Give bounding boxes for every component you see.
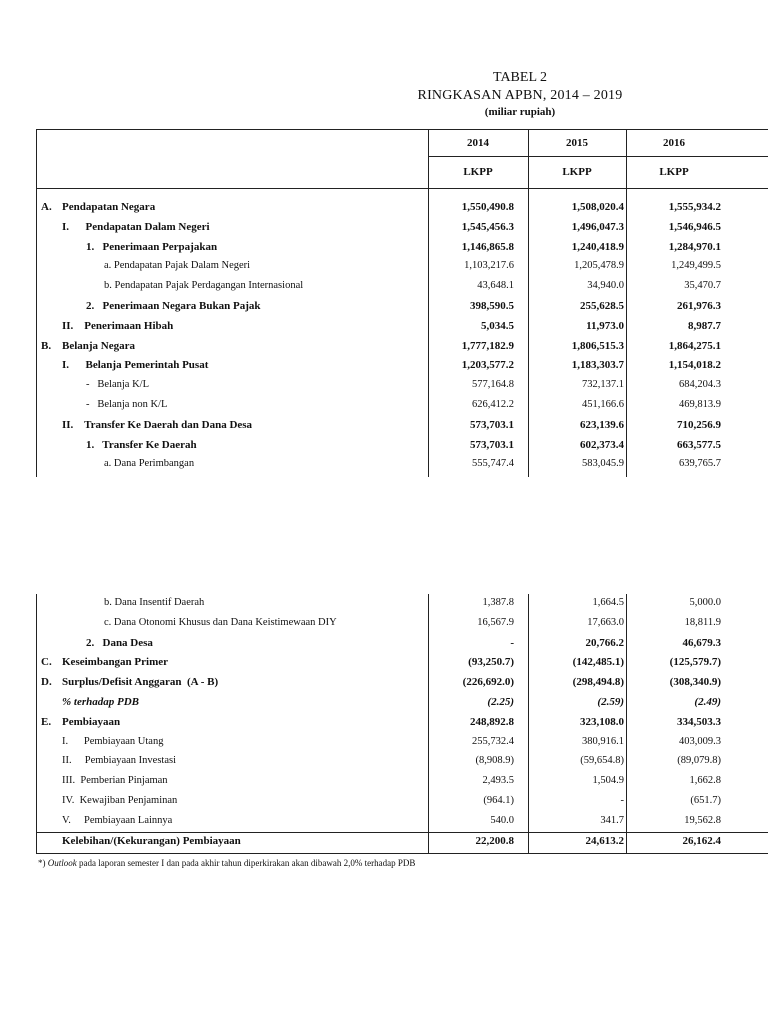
row-label: c. Dana Otonomi Khusus dan Dana Keistimewaan DIY <box>104 616 337 628</box>
row-value-2016: 1,864,275.1 <box>668 339 721 352</box>
row-value-2015: 1,508,020.4 <box>571 201 624 213</box>
table-row <box>36 456 768 475</box>
row-value-2016: 663,577.5 <box>677 438 721 451</box>
row-value-2016: 710,256.9 <box>677 418 721 431</box>
row-label: II. Transfer Ke Daerah dan Dana Desa <box>62 418 253 431</box>
row-value-2014: 1,550,490.8 <box>461 201 514 213</box>
table-row <box>36 654 768 673</box>
row-value-2014: (2.25) <box>487 696 514 708</box>
col-header-year-2015: 2015 <box>566 137 588 149</box>
row-value-2014: 1,387.8 <box>482 597 514 608</box>
row-value-2015: 1,806,515.3 <box>571 339 624 352</box>
table-row <box>36 833 768 852</box>
row-value-2016: 1,249,499.5 <box>671 260 721 272</box>
table-unit: (miliar rupiah) <box>484 106 556 118</box>
row-code: B. <box>41 339 52 352</box>
footnote-italic: Outlook <box>47 858 77 868</box>
row-label: I. Belanja Pemerintah Pusat <box>62 359 209 372</box>
row-code: E. <box>41 715 52 728</box>
row-value-2015: 451,166.6 <box>582 399 624 410</box>
row-value-2015: (2.59) <box>597 696 624 708</box>
row-label: - Belanja non K/L <box>86 399 168 410</box>
row-value-2014: 5,034.5 <box>481 319 514 332</box>
table-row <box>36 278 768 297</box>
row-value-2016: (2.49) <box>694 696 721 708</box>
row-value-2015: 1,205,478.9 <box>574 260 624 272</box>
row-value-2014: 16,567.9 <box>477 616 514 628</box>
year-header-divider <box>428 156 768 157</box>
row-value-2016: 26,162.4 <box>682 834 721 847</box>
row-value-2014: 1,777,182.9 <box>461 339 514 352</box>
table-row <box>36 397 768 416</box>
row-value-2015: 34,940.0 <box>587 280 624 292</box>
row-value-2015: 1,240,418.9 <box>571 240 624 253</box>
row-label: Pendapatan Negara <box>62 201 156 213</box>
table-row <box>36 338 768 357</box>
col-header-year-2016: 2016 <box>663 137 685 149</box>
table-row <box>36 199 768 218</box>
table-row <box>36 753 768 772</box>
table-row <box>36 437 768 456</box>
row-value-2014: 43,648.1 <box>477 280 514 292</box>
row-label: Belanja Negara <box>62 339 136 352</box>
col-header-basis-2016: LKPP <box>659 166 689 178</box>
row-value-2015: 380,916.1 <box>582 735 624 747</box>
header-bottom-border <box>36 188 768 189</box>
row-value-2015: 11,973.0 <box>586 319 624 332</box>
row-label: Kelebihan/(Kekurangan) Pembiayaan <box>62 834 241 847</box>
col-header-basis-2014: LKPP <box>463 166 493 178</box>
row-value-2015: 583,045.9 <box>582 458 624 470</box>
row-value-2014: 573,703.1 <box>470 418 514 431</box>
table-bottom-border <box>36 853 768 854</box>
row-label: Pembiayaan <box>62 715 121 728</box>
row-label: Keseimbangan Primer <box>62 656 169 669</box>
table-title: TABEL 2 <box>493 70 547 85</box>
row-label: % terhadap PDB <box>62 696 139 708</box>
row-value-2014: 540.0 <box>490 814 514 826</box>
table-top-border <box>36 129 768 130</box>
table-row <box>36 793 768 812</box>
row-value-2014: (8,908.9) <box>475 755 514 767</box>
row-value-2015: 341.7 <box>600 814 624 826</box>
row-value-2014: 22,200.8 <box>475 834 514 847</box>
row-value-2016: 46,679.3 <box>682 636 721 649</box>
row-value-2015: 20,766.2 <box>585 636 624 649</box>
row-value-2016: (125,579.7) <box>669 656 721 669</box>
table-row <box>36 219 768 238</box>
row-code: A. <box>41 201 52 213</box>
row-value-2014: 248,892.8 <box>470 715 514 728</box>
row-value-2014: 1,103,217.6 <box>464 260 514 272</box>
table-row <box>36 694 768 713</box>
footnote-prefix: *) <box>38 858 48 868</box>
row-label: I. Pembiayaan Utang <box>62 735 164 747</box>
row-label: V. Pembiayaan Lainnya <box>62 814 173 826</box>
row-value-2016: 8,987.7 <box>688 319 721 332</box>
row-value-2014: 573,703.1 <box>470 438 514 451</box>
table-row <box>36 734 768 753</box>
row-value-2014: (964.1) <box>483 795 514 806</box>
row-value-2014: (226,692.0) <box>462 676 514 689</box>
row-value-2016: 639,765.7 <box>679 458 721 470</box>
row-value-2015: 255,628.5 <box>580 300 624 312</box>
row-label: I. Pendapatan Dalam Negeri <box>62 220 210 233</box>
table-row <box>36 239 768 258</box>
row-label: III. Pemberian Pinjaman <box>62 775 168 787</box>
row-value-2015: 1,504.9 <box>592 775 624 787</box>
row-value-2015: 17,663.0 <box>587 616 624 628</box>
row-value-2015: 323,108.0 <box>580 715 624 728</box>
table-row <box>36 714 768 733</box>
row-value-2016: (651.7) <box>690 795 721 806</box>
row-value-2016: 35,470.7 <box>684 280 721 292</box>
row-code: C. <box>41 656 52 669</box>
row-value-2014: 555,747.4 <box>472 458 514 470</box>
table-row <box>36 417 768 436</box>
row-value-2016: (308,340.9) <box>669 676 721 689</box>
table-row <box>36 377 768 396</box>
row-value-2014: - <box>510 636 514 649</box>
col-header-basis-2015: LKPP <box>562 166 592 178</box>
row-value-2016: 18,811.9 <box>684 616 721 628</box>
row-value-2015: 1,496,047.3 <box>571 220 624 233</box>
row-value-2016: 1,546,946.5 <box>668 220 721 233</box>
table-row <box>36 595 768 614</box>
row-value-2015: 1,664.5 <box>592 597 624 608</box>
row-value-2016: 1,284,970.1 <box>668 240 721 253</box>
row-value-2014: 255,732.4 <box>472 735 514 747</box>
row-value-2016: 334,503.3 <box>677 715 721 728</box>
table-row <box>36 258 768 277</box>
row-label: - Belanja K/L <box>86 379 149 391</box>
row-value-2016: 5,000.0 <box>689 597 721 608</box>
col-header-year-2014: 2014 <box>467 137 489 149</box>
table-row <box>36 813 768 832</box>
row-value-2016: 1,555,934.2 <box>668 201 721 213</box>
row-value-2015: (298,494.8) <box>572 676 624 689</box>
row-label: IV. Kewajiban Penjaminan <box>62 795 178 806</box>
row-label: 2. Dana Desa <box>86 636 153 649</box>
row-value-2016: 19,562.8 <box>684 814 721 826</box>
row-value-2016: 1,662.8 <box>689 775 721 787</box>
row-label: Surplus/Defisit Anggaran (A - B) <box>62 676 219 689</box>
row-value-2016: 469,813.9 <box>679 399 721 410</box>
row-value-2015: 602,373.4 <box>580 438 624 451</box>
row-label: b. Pendapatan Pajak Perdagangan Internasional <box>104 280 304 292</box>
row-label: 1. Transfer Ke Daerah <box>86 438 197 451</box>
row-value-2016: 261,976.3 <box>677 300 721 312</box>
row-value-2014: 2,493.5 <box>482 775 514 787</box>
table-row <box>36 674 768 693</box>
row-value-2014: (93,250.7) <box>468 656 514 669</box>
row-value-2015: 24,613.2 <box>585 834 624 847</box>
row-value-2014: 1,146,865.8 <box>461 240 514 253</box>
row-label: a. Dana Perimbangan <box>104 458 195 470</box>
row-value-2016: 403,009.3 <box>679 735 721 747</box>
table-row <box>36 635 768 654</box>
row-value-2015: 732,137.1 <box>582 379 624 391</box>
table-row <box>36 773 768 792</box>
row-label: II. Pembiayaan Investasi <box>62 755 177 767</box>
row-value-2014: 398,590.5 <box>470 300 514 312</box>
row-value-2014: 626,412.2 <box>472 399 514 410</box>
row-label: II. Penerimaan Hibah <box>62 319 174 332</box>
table-row <box>36 615 768 634</box>
row-label: a. Pendapatan Pajak Dalam Negeri <box>104 260 251 272</box>
row-value-2016: 1,154,018.2 <box>668 359 721 372</box>
table-row <box>36 357 768 376</box>
row-value-2015: 623,139.6 <box>580 418 624 431</box>
row-value-2015: 1,183,303.7 <box>571 359 624 372</box>
row-value-2015: (59,654.8) <box>580 755 624 767</box>
row-label: b. Dana Insentif Daerah <box>104 597 205 608</box>
table-row <box>36 318 768 337</box>
footnote <box>38 858 415 868</box>
table-subtitle: RINGKASAN APBN, 2014 – 2019 <box>417 88 623 103</box>
row-code: D. <box>41 676 52 689</box>
row-value-2015: - <box>620 795 624 806</box>
row-value-2014: 577,164.8 <box>472 379 514 391</box>
row-value-2016: 684,204.3 <box>679 379 721 391</box>
row-label: 1. Penerimaan Perpajakan <box>86 240 218 253</box>
table-row <box>36 298 768 317</box>
footnote-text: pada laporan semester I dan pada akhir tahun diperkirakan akan dibawah 2,0% terhadap PDB <box>76 858 416 868</box>
row-value-2016: (89,079.8) <box>677 755 721 767</box>
row-value-2014: 1,203,577.2 <box>461 359 514 372</box>
row-label: 2. Penerimaan Negara Bukan Pajak <box>86 300 261 312</box>
row-value-2014: 1,545,456.3 <box>461 220 514 233</box>
row-value-2015: (142,485.1) <box>572 656 624 669</box>
